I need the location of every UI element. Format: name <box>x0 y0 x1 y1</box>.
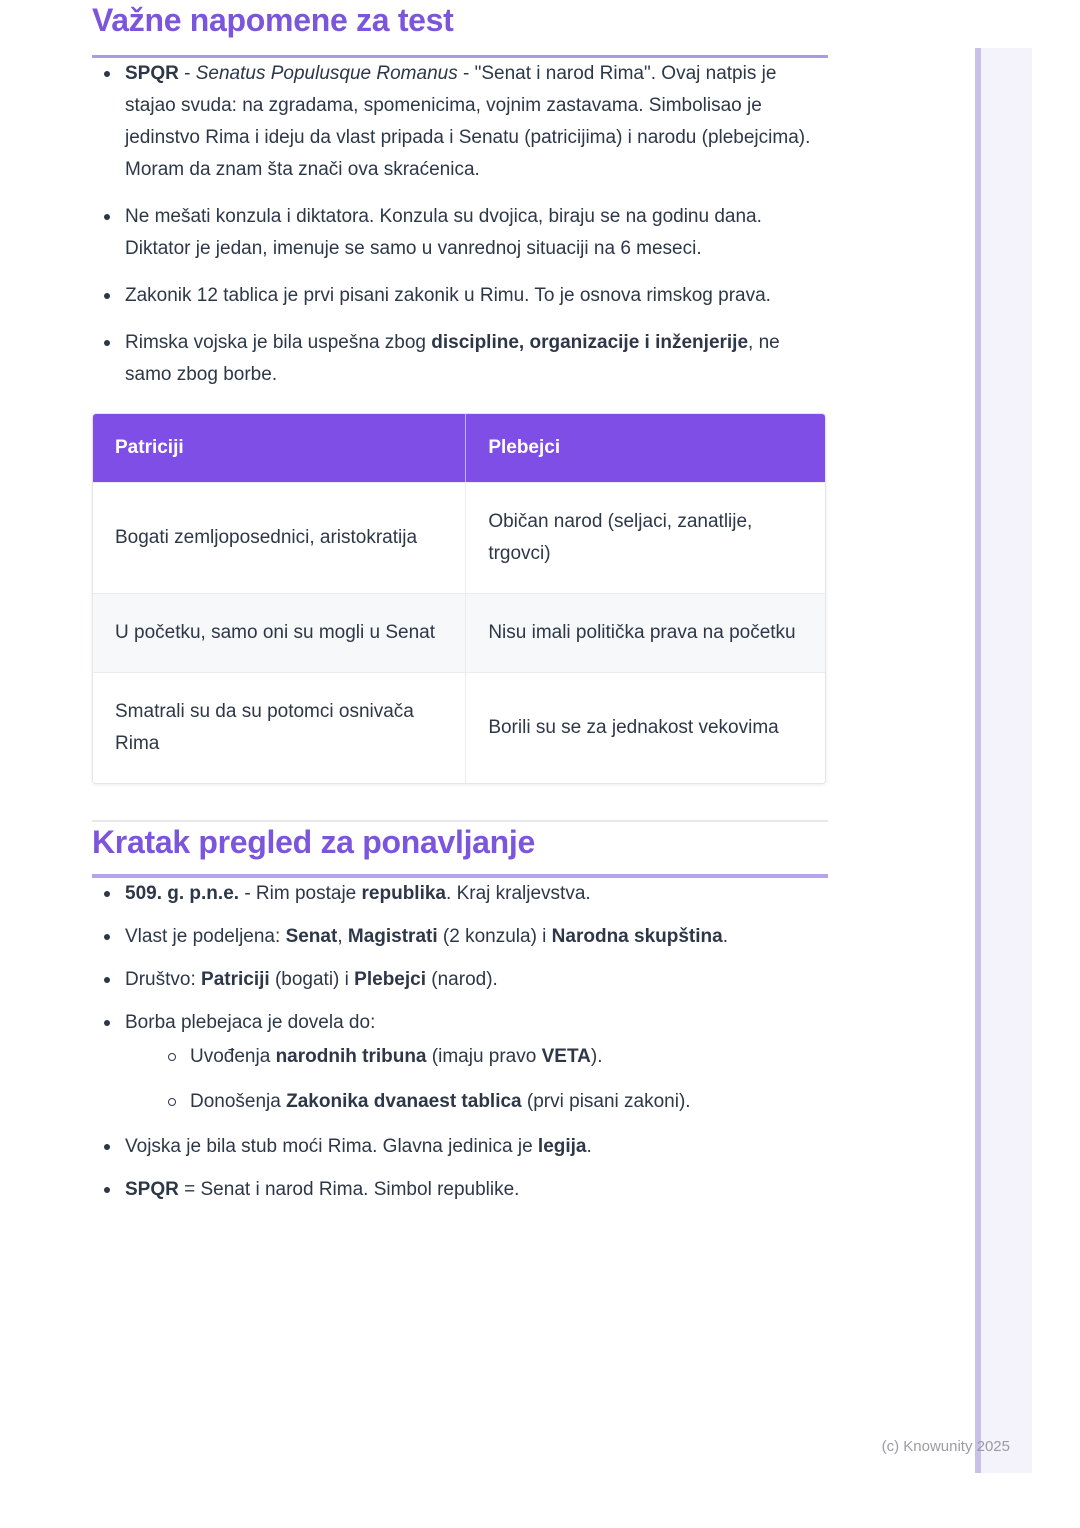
text-segment: (narod). <box>426 969 498 990</box>
section-title-review: Kratak pregled za ponavljanje <box>92 824 536 860</box>
sub-list <box>125 1041 828 1118</box>
list-item <box>92 921 828 953</box>
text-segment: Senatus Populusque Romanus <box>195 63 458 84</box>
text-segment: Plebejci <box>354 969 426 990</box>
table-cell: Običan narod (seljaci, zanatlije, trgovci) <box>466 482 825 593</box>
text-segment: Zakonika dvanaest tablica <box>286 1091 522 1112</box>
text-segment: Rimska vojska je bila uspešna zbog <box>125 332 432 353</box>
text-segment: Donošenja <box>190 1091 287 1112</box>
list-item <box>92 964 828 996</box>
copyright-note: (c) Knowunity 2025 <box>881 1438 1010 1455</box>
text-segment: , <box>337 926 348 947</box>
text-segment: Ne mešati konzula i diktatora. Konzula su dvojica, biraju se na godinu dana. Diktator je jedan, imenuje se samo u vanrednoj situaciji na 6 meseci. <box>125 206 762 259</box>
table-cell: Borili su se za jednakost vekovima <box>466 672 825 783</box>
text-segment: (imaju pravo <box>426 1046 542 1067</box>
text-segment: Borba plebejaca je dovela do: <box>125 1012 376 1033</box>
list-item <box>92 878 828 910</box>
text-segment: = Senat i narod Rima. Simbol republike. <box>178 1179 520 1200</box>
table-cell: Nisu imali politička prava na početku <box>466 593 825 672</box>
notes-bullet-list <box>92 58 828 391</box>
text-segment: Patriciji <box>201 969 270 990</box>
text-segment: . <box>722 926 728 947</box>
text-segment: narodnih tribuna <box>275 1046 427 1067</box>
text-segment: Zakonik 12 tablica je prvi pisani zakonik u Rimu. To je osnova rimskog prava. <box>125 285 771 306</box>
text-segment: (bogati) i <box>269 969 355 990</box>
text-segment: SPQR <box>125 63 179 84</box>
text-segment: Uvođenja <box>190 1046 276 1067</box>
review-bullet-list <box>92 878 828 1206</box>
text-segment: Narodna skupština <box>551 926 723 947</box>
list-item <box>92 201 828 265</box>
text-segment: 509. g. p.n.e. <box>125 883 240 904</box>
section-title-important-notes: Važne napomene za test <box>92 2 454 38</box>
text-segment: discipline, organizacije i inženjerije <box>431 332 749 353</box>
text-segment: ). <box>590 1046 603 1067</box>
patricians-plebeians-table <box>92 413 826 784</box>
sub-list-item <box>157 1086 828 1118</box>
text-segment: Društvo: <box>125 969 202 990</box>
text-segment: Magistrati <box>347 926 438 947</box>
text-segment: SPQR <box>125 1179 179 1200</box>
text-segment: . <box>586 1136 592 1157</box>
document-content <box>92 0 828 1217</box>
text-segment: legija <box>537 1136 587 1157</box>
list-item <box>92 280 828 312</box>
text-segment: VETA <box>541 1046 591 1067</box>
text-segment: Senat <box>285 926 338 947</box>
list-item <box>92 1174 828 1206</box>
list-item <box>92 327 828 391</box>
text-segment: (2 konzula) i <box>437 926 552 947</box>
table-cell: Smatrali su da su potomci osnivača Rima <box>93 672 466 783</box>
text-segment: - Rim postaje <box>239 883 362 904</box>
text-segment: - "Senat i narod Rima". Ovaj natpis je stajao svuda: na zgradama, spomenicima, vojnim zastavama. Simbolisao je jedinstvo Rima i ideju da vlast pripada i Senatu (patricijima) i narodu (plebejcima). Moram da znam šta znači ova skraćenica. <box>125 63 811 180</box>
text-segment: Vlast je podeljena: <box>125 926 286 947</box>
table-cell: U početku, samo oni su mogli u Senat <box>93 593 466 672</box>
table-cell: Bogati zemljoposednici, aristokratija <box>93 482 466 593</box>
text-segment: - <box>178 63 196 84</box>
next-page-edge-strip <box>975 48 1032 1473</box>
table-header-cell: Patriciji <box>93 414 466 482</box>
table-header-cell: Plebejci <box>466 414 825 482</box>
text-segment: . Kraj kraljevstva. <box>446 883 591 904</box>
list-item <box>92 1007 828 1118</box>
text-segment: (prvi pisani zakoni). <box>521 1091 691 1112</box>
table-row <box>93 593 825 672</box>
table-row <box>93 482 825 593</box>
sub-list-item <box>157 1041 828 1073</box>
text-segment: , ne samo zbog borbe. <box>125 332 780 385</box>
list-item <box>92 58 828 186</box>
table-header-row <box>93 414 825 482</box>
text-segment: republika <box>361 883 447 904</box>
table-row <box>93 672 825 783</box>
list-item <box>92 1131 828 1163</box>
text-segment: Vojska je bila stub moći Rima. Glavna jedinica je <box>125 1136 538 1157</box>
